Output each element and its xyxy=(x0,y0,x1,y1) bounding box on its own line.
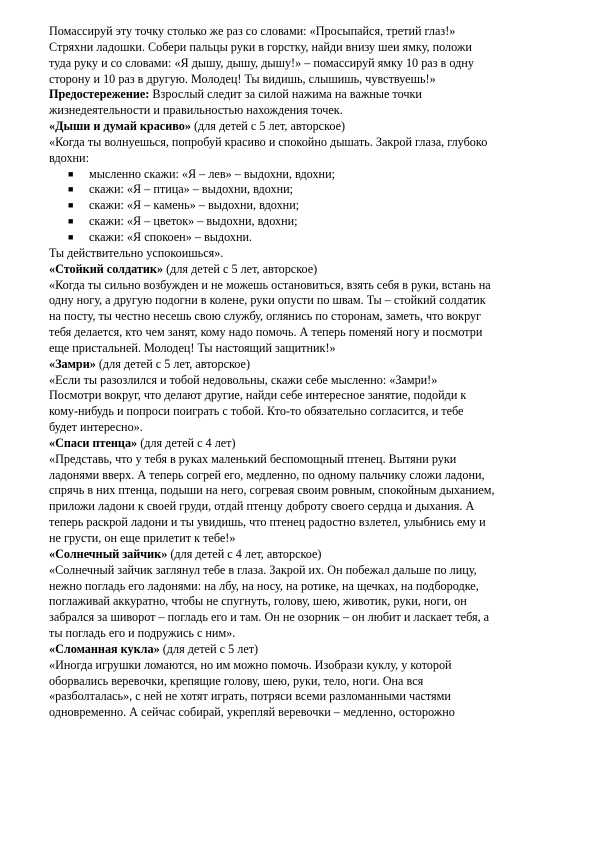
text-line: тебя делается, кто чем занят, кому надо помочь. А теперь поменяй ногу и посмотри xyxy=(49,325,483,340)
section-meta: (для детей с 5 лет) xyxy=(159,641,259,656)
text-line: туда руку и со словами: «Я дышу, дышу, дышу!» – помассируй ямку 10 раз в одну xyxy=(49,55,474,70)
section-heading-freeze xyxy=(49,357,555,373)
list-item: ■ скажи: «Я спокоен» – выдохни. xyxy=(68,229,253,244)
section-heading-breathe xyxy=(49,119,555,135)
section-heading-chick xyxy=(49,436,555,452)
text-line: теперь раскрой ладони и ты увидишь, что птенец радостно взлетел, улыбнись ему и xyxy=(49,515,486,530)
section-title: «Солнечный зайчик» xyxy=(49,546,168,561)
soldier-paragraph xyxy=(49,278,555,357)
text-line: одновременно. А сейчас собирай, укрепляй веревочки – медленно, осторожно xyxy=(49,705,455,720)
warning-label: Предостережение: xyxy=(49,87,150,102)
text-line: вдохни: xyxy=(49,150,89,165)
list-item: ■ мысленно скажи: «Я – лев» – выдохни, вдохни; xyxy=(68,166,335,181)
sunbeam-paragraph xyxy=(49,563,555,642)
text-line: ладонями вверх. А теперь согрей его, медленно, по одному пальчику сложи ладони, xyxy=(49,467,485,482)
text-line: ты погладь его и подружись с ним». xyxy=(49,626,236,641)
text-line: Ты действительно успокоишься». xyxy=(49,245,224,260)
freeze-paragraph xyxy=(49,373,555,436)
text-line: спрячь в них птенца, подыши на него, согревая своим ровным, спокойным дыханием, xyxy=(49,483,495,498)
text-line: Взрослый следит за силой нажима на важные точки xyxy=(149,87,422,102)
breathe-list xyxy=(49,167,555,246)
section-meta: (для детей с 4 лет) xyxy=(137,435,236,450)
section-title: «Сломанная кукла» xyxy=(49,641,160,656)
section-meta: (для детей с 5 лет, авторское) xyxy=(190,119,346,134)
doll-paragraph xyxy=(49,658,555,721)
section-meta: (для детей с 5 лет, авторское) xyxy=(95,356,251,371)
section-title: «Спаси птенца» xyxy=(49,435,138,450)
list-item: ■ скажи: «Я – птица» – выдохни, вдохни; xyxy=(68,182,294,197)
warning-paragraph xyxy=(49,87,555,119)
intro-paragraph xyxy=(49,24,555,87)
bullet-icon: ■ xyxy=(68,216,74,227)
text-line: Посмотри вокруг, что делают другие, найди себе интересное занятие, подойди к xyxy=(49,388,467,403)
bullet-icon: ■ xyxy=(68,200,74,211)
text-line: «Если ты разозлился и тобой недовольны, скажи себе мысленно: «Замри!» xyxy=(49,372,438,387)
text-line: будет интересно». xyxy=(49,420,143,435)
text-line: не грусти, он еще прилетит к тебе!» xyxy=(49,531,236,545)
text-line: «разболталась», с ней не хотят играть, потряси всеми разломанными частями xyxy=(49,689,451,704)
bullet-icon: ■ xyxy=(68,184,74,195)
text-line: Помассируй эту точку столько же раз со словами: «Просыпайся, третий глаз!» xyxy=(49,24,456,38)
text-line: приложи ладони к своей груди, отдай птенцу доброту своего сердца и дыхания. А xyxy=(49,499,475,514)
text-line: «Иногда игрушки ломаются, но им можно помочь. Изобрази куклу, у которой xyxy=(49,657,452,672)
text-line: одну ногу, а другую подогни в колене, руки опусти по швам. Ты – стойкий солдатик xyxy=(49,293,486,308)
text-line: «Когда ты сильно возбужден и не можешь остановиться, взять себя в руки, встань на xyxy=(49,277,491,292)
section-heading-sunbeam xyxy=(49,547,555,563)
text-line: «Представь, что у тебя в руках маленький беспомощный птенец. Вытяни руки xyxy=(49,451,457,466)
breathe-paragraph xyxy=(49,135,555,167)
section-title: «Замри» xyxy=(49,356,96,371)
list-item: ■ скажи: «Я – цветок» – выдохни, вдохни; xyxy=(68,214,298,229)
chick-paragraph xyxy=(49,452,555,547)
text-line: нежно погладь его ладонями: на лбу, на носу, на ротике, на щечках, на подбородке, xyxy=(49,578,479,593)
section-meta: (для детей с 5 лет, авторское) xyxy=(163,261,318,276)
text-line: еще пристальней. Молодец! Ты настоящий защитник!» xyxy=(49,340,336,355)
text-line: «Когда ты волнуешься, попробуй красиво и спокойно дышать. Закрой глаза, глубоко xyxy=(49,134,488,149)
text-line: поглаживай аккуратно, чтобы не спугнуть, голову, шею, животик, руки, ноги, он xyxy=(49,594,467,609)
section-heading-soldier xyxy=(49,262,555,278)
section-title: «Дыши и думай красиво» xyxy=(49,119,191,134)
text-line: кому-нибудь и попроси поиграть с тобой. Кто-то обязательно согласится, и тебе xyxy=(49,404,464,419)
text-line: забрался за шиворот – погладь его и там. Он не озорник – он любит и ласкает тебя, а xyxy=(49,610,490,625)
text-line: оборвались веревочки, крепящие голову, шею, руки, тело, ноги. Она вся xyxy=(49,673,424,688)
text-line: «Солнечный зайчик заглянул тебе в глаза. Закрой их. Он побежал дальше по лицу, xyxy=(49,562,477,577)
list-item: ■ скажи: «Я – камень» – выдохни, вдохни; xyxy=(68,198,300,213)
text-line: Стряхни ладошки. Собери пальцы руки в горстку, найди внизу шеи ямку, положи xyxy=(49,39,472,54)
bullet-icon: ■ xyxy=(68,231,74,242)
text-line: жизнедеятельности и правильностью нахождения точек. xyxy=(49,103,343,118)
bullet-icon: ■ xyxy=(68,168,74,179)
section-title: «Стойкий солдатик» xyxy=(49,261,164,276)
section-meta: (для детей с 4 лет, авторское) xyxy=(167,546,322,561)
document-page xyxy=(49,24,555,721)
text-line: сторону и 10 раз в другую. Молодец! Ты видишь, слышишь, чувствуешь!» xyxy=(49,71,436,86)
text-line: на посту, ты честно несешь свою службу, оглянись по сторонам, заметь, что вокруг xyxy=(49,309,482,324)
section-heading-doll xyxy=(49,642,555,658)
